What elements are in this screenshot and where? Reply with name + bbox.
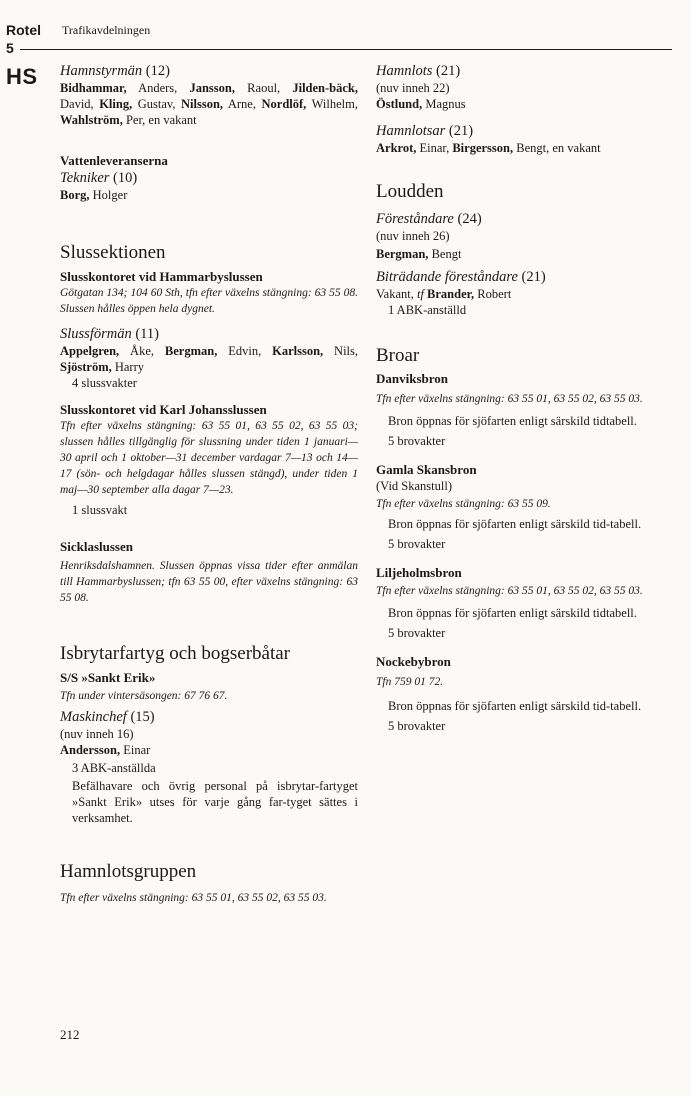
subsection-title: Danviksbron xyxy=(376,371,449,386)
subsection-title: Gamla Skansbron xyxy=(376,462,477,477)
name-bold: Arkrot, xyxy=(376,141,417,155)
holder-note: (nuv inneh 26) xyxy=(376,229,450,243)
section-heading: Loudden xyxy=(376,181,444,202)
name-bold: Wahlström, xyxy=(60,113,123,127)
subsection-title: Sicklaslussen xyxy=(60,539,133,554)
header-department: Trafikavdelningen xyxy=(62,23,151,37)
holder-note: (nuv inneh 22) xyxy=(376,81,450,95)
subsection-title: Slusskontoret vid Hammarbyslussen xyxy=(60,269,263,284)
left-column xyxy=(60,62,358,906)
name-bold: Kling, xyxy=(99,97,133,111)
role-count: (15) xyxy=(130,709,155,725)
info-text: Tfn efter växelns stängning: 63 55 01, 63 55 02, 63 55 03. xyxy=(376,393,643,405)
header-number: 5 xyxy=(6,40,14,56)
name-bold: Jansson, xyxy=(189,81,235,95)
role-title xyxy=(60,708,358,726)
name-bold: Brander, xyxy=(423,287,475,301)
header-rotel: Rotel xyxy=(6,22,41,38)
isbrytar-section xyxy=(60,642,358,826)
name-bold: Karlsson, xyxy=(272,344,324,358)
header-code: HS xyxy=(6,64,38,89)
name-text: Einar, xyxy=(416,141,453,155)
info-text: Tfn efter växelns stängning: 63 55 01, 63 55 02, 63 55 03. xyxy=(60,892,327,904)
name-bold: Nordlöf, xyxy=(261,97,307,111)
broar-section xyxy=(376,344,674,734)
name-text: David, xyxy=(60,97,100,111)
role-name: Maskinchef xyxy=(60,709,127,725)
role-count: (21) xyxy=(448,123,474,139)
info-text: Tfn efter växelns stängning: 63 55 09. xyxy=(376,498,551,510)
vattenleveranserna-section xyxy=(60,152,358,203)
name-bold: Bidhammar, xyxy=(60,81,127,95)
name-text: Nils, xyxy=(323,344,359,358)
name-text: Harry xyxy=(111,360,145,374)
name-text: Robert xyxy=(474,287,512,301)
role-name: Hamnstyrmän xyxy=(60,63,143,79)
note-text: Bron öppnas för sjöfarten enligt särskild tid-tabell. xyxy=(388,699,642,713)
name-bold: Sjöström, xyxy=(60,360,112,374)
name-text: Bengt xyxy=(428,247,462,261)
hamnstyrman-section xyxy=(60,62,358,128)
name-text: Holger xyxy=(89,188,128,202)
name-text: Wilhelm, xyxy=(306,97,358,111)
role-name: Tekniker xyxy=(60,170,110,186)
names-list xyxy=(60,343,358,375)
role-title xyxy=(376,268,674,286)
info-text: Tfn under vintersäsongen: 67 76 67. xyxy=(60,690,228,702)
info-text: Henriksdalshamnen. Slussen öppnas vissa tider efter anmälan till Hammarbyslussen; tfn 63 55 00, efter växelns stängning: 63 55 08. xyxy=(60,560,358,604)
role-title xyxy=(60,325,358,343)
name-text: Vakant, xyxy=(376,287,417,301)
section-heading: Isbrytarfartyg och bogserbåtar xyxy=(60,643,291,664)
name-bold: Borg, xyxy=(60,188,90,202)
role-count: (24) xyxy=(457,211,482,227)
hamnlots-section xyxy=(376,62,674,112)
staff-extra: 5 brovakter xyxy=(388,626,446,640)
subsection-title: Slusskontoret vid Karl Johansslussen xyxy=(60,402,267,417)
info-text: Tfn 759 01 72. xyxy=(376,676,444,688)
subsection-title: Liljeholmsbron xyxy=(376,565,462,580)
name-text: Gustav, xyxy=(132,97,181,111)
name-text: Anders, xyxy=(126,81,190,95)
name-text: Magnus xyxy=(422,97,466,111)
role-title xyxy=(376,62,674,80)
name-text: Bengt, en vakant xyxy=(513,141,601,155)
role-name: Hamnlotsar xyxy=(376,123,446,139)
name-bold: Jilden-bäck, xyxy=(292,81,358,95)
names-list xyxy=(60,187,358,203)
role-title xyxy=(376,210,674,228)
staff-extra: 1 ABK-anställd xyxy=(388,303,467,317)
section-heading: Broar xyxy=(376,345,420,366)
names-list xyxy=(376,286,674,302)
tf-abbrev: tf xyxy=(416,287,424,301)
names-list xyxy=(376,96,674,112)
role-count: (21) xyxy=(436,63,461,79)
info-text: Tfn efter växelns stängning: 63 55 01, 63 55 02, 63 55 03; slussen hålles tillgänglig för slussning under tiden 1 januari—30 april och 1 oktober—31 december vardagar 7—13 och 14—17 (sön- och helgdagar hålles slussen stängd), under tiden 1 maj—30 september alla dagar 7—23. xyxy=(60,420,358,496)
staff-extra: 1 slussvakt xyxy=(72,503,128,517)
name-text: Arne, xyxy=(223,97,262,111)
name-bold: Appelgren, xyxy=(60,344,120,358)
staff-extra: 5 brovakter xyxy=(388,719,446,733)
name-text: Einar xyxy=(120,743,151,757)
info-text: Götgatan 134; 104 60 Sth, tfn efter växelns stängning: 63 55 08. Slussen hålles öppen hela dygnet. xyxy=(60,287,358,315)
names-list xyxy=(376,246,674,262)
name-bold: Birgersson, xyxy=(452,141,514,155)
role-name: Biträdande föreståndare xyxy=(376,269,518,285)
role-name: Hamnlots xyxy=(376,63,433,79)
hamnlotsgruppen-section xyxy=(60,860,358,906)
header-rule xyxy=(20,49,672,50)
staff-extra: 5 brovakter xyxy=(388,434,446,448)
name-text: Åke, xyxy=(119,344,165,358)
loudden-section xyxy=(376,180,674,318)
holder-note: (nuv inneh 16) xyxy=(60,727,134,741)
note-text: Bron öppnas för sjöfarten enligt särskild tidtabell. xyxy=(388,414,637,428)
name-bold: Nilsson, xyxy=(181,97,224,111)
section-heading: Hamnlotsgruppen xyxy=(60,861,197,882)
staff-extra: 5 brovakter xyxy=(388,537,446,551)
hamnlotsar-section xyxy=(376,122,674,156)
role-count: (21) xyxy=(521,269,546,285)
section-heading: Slussektionen xyxy=(60,242,166,263)
ship-name: S/S »Sankt Erik» xyxy=(60,670,156,685)
slussektionen-section xyxy=(60,241,358,606)
role-title xyxy=(376,122,674,140)
right-column xyxy=(376,62,674,734)
names-list xyxy=(376,140,674,156)
staff-extra: 4 slussvakter xyxy=(72,376,137,390)
subsection-title: Nockebybron xyxy=(376,654,451,669)
subsection-subtitle: (Vid Skanstull) xyxy=(376,479,452,493)
name-bold: Östlund, xyxy=(376,97,423,111)
name-bold: Andersson, xyxy=(60,743,121,757)
names-list xyxy=(60,80,358,128)
note-text: Bron öppnas för sjöfarten enligt särskild tid-tabell. xyxy=(388,517,642,531)
name-text: Edvin, xyxy=(217,344,273,358)
note-text: Befälhavare och övrig personal på isbrytar-fartyget »Sankt Erik» utses för varje gång far-tyget sättes i verksamhet. xyxy=(72,779,358,825)
staff-extra: 3 ABK-anställda xyxy=(72,761,156,775)
note-text: Bron öppnas för sjöfarten enligt särskild tidtabell. xyxy=(388,606,637,620)
role-name: Föreståndare xyxy=(376,211,454,227)
section-subtitle: Vattenleveranserna xyxy=(60,153,168,168)
name-bold: Bergman, xyxy=(376,247,429,261)
role-title xyxy=(60,169,358,187)
info-text: Tfn efter växelns stängning: 63 55 01, 63 55 02, 63 55 03. xyxy=(376,585,643,597)
name-text: Raoul, xyxy=(235,81,293,95)
name-text: Per, en vakant xyxy=(122,113,197,127)
name-bold: Bergman, xyxy=(164,344,218,358)
role-name: Slussförmän xyxy=(60,326,132,342)
role-count: (10) xyxy=(113,170,138,186)
names-list xyxy=(60,742,358,758)
role-title xyxy=(60,62,358,80)
page-number: 212 xyxy=(60,1027,80,1042)
role-count: (11) xyxy=(135,326,159,342)
role-count: (12) xyxy=(145,63,170,79)
